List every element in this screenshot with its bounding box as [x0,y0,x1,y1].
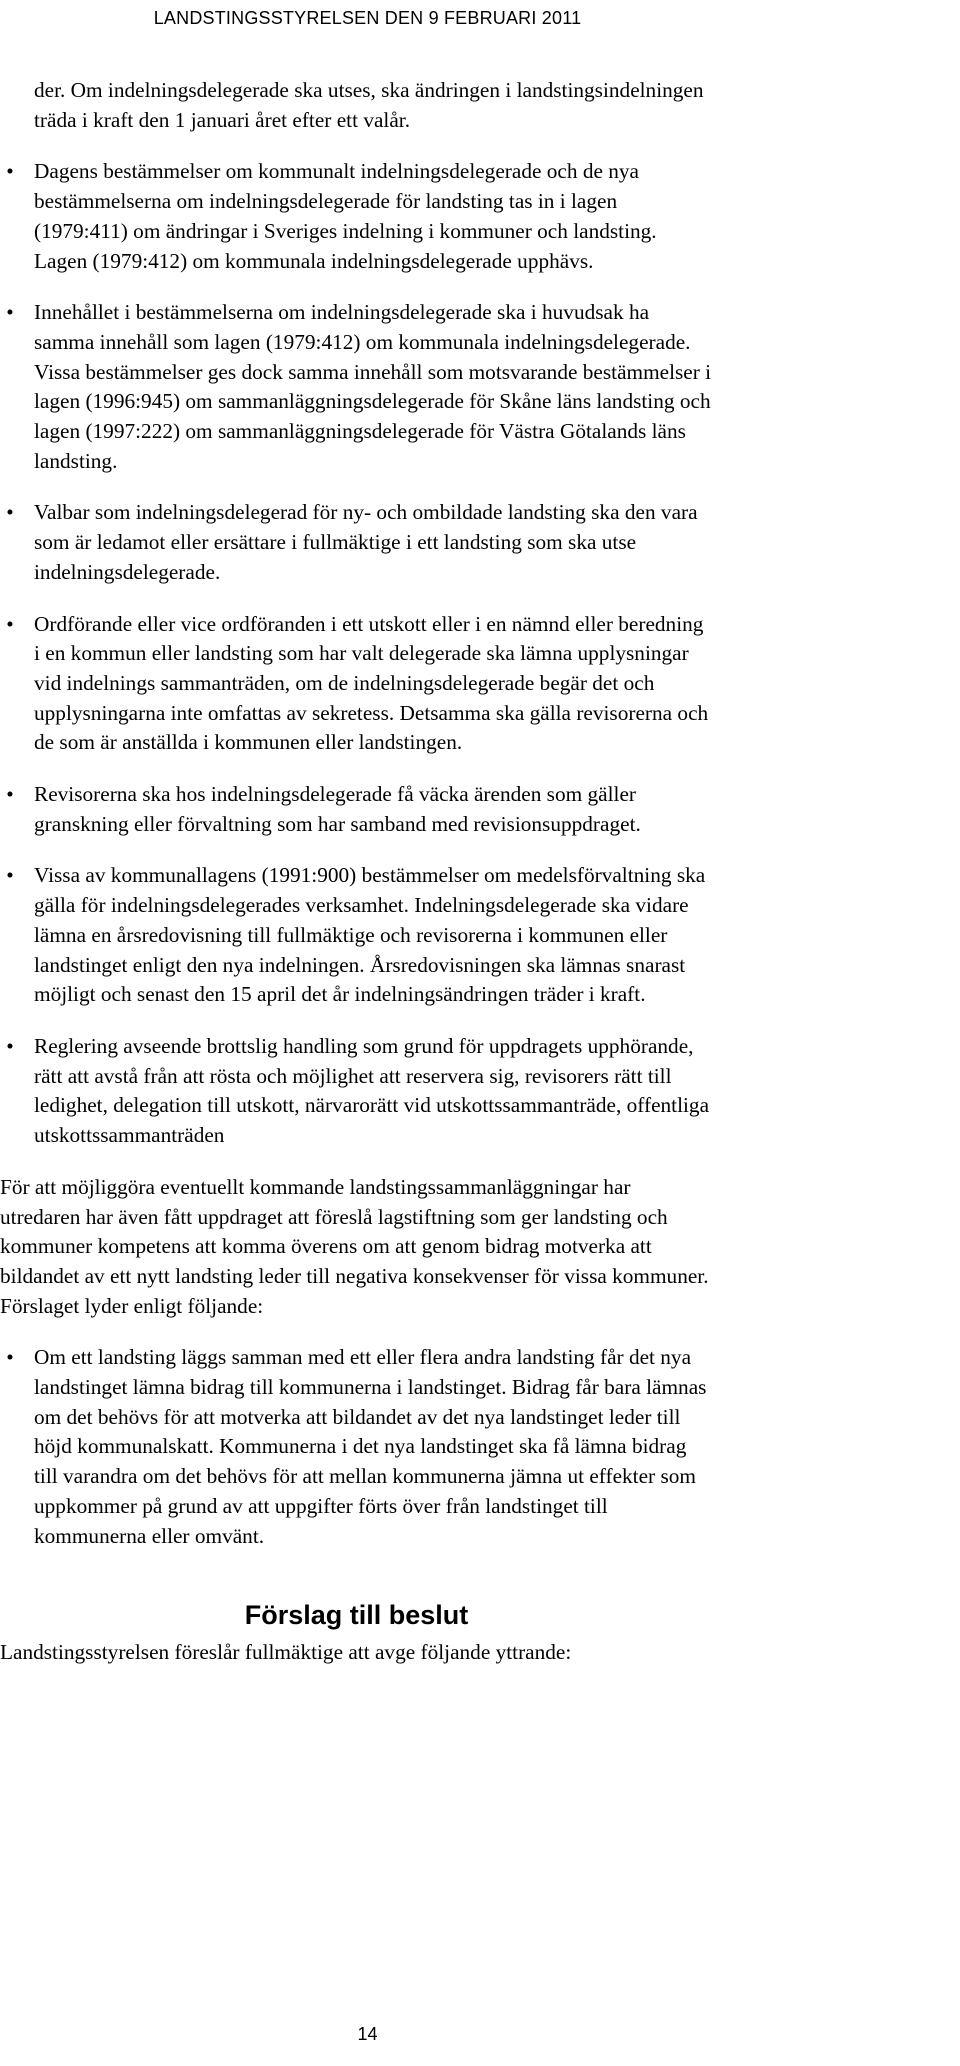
running-header: LANDSTINGSSTYRELSEN DEN 9 FEBRUARI 2011 [153,8,582,28]
body-paragraph: För att möjliggöra eventuellt kommande landstingssammanläggningar har utredaren har även fått uppdraget att föreslå lagstiftning som ger landsting och kommuner kompetens att komma överens om att genom bidrag motverka att bildandet av ett nytt landsting leder till negativa konsekvenser för vissa kommuner. Förslaget lyder enligt följande: [0,1174,709,1318]
bullet-icon: • [6,863,14,888]
bullet-icon: • [6,611,14,636]
list-item [0,1343,713,1551]
list-item [0,298,713,476]
closing-paragraph: Landstingsstyrelsen föreslår fullmäktige att avge följande yttrande: [0,1640,572,1665]
list-item [0,498,713,587]
list-item-text: Valbar som indelningsdelegerad för ny- och ombildade landsting ska den vara som är ledamot eller ersättare i fullmäktige i ett landsting som ska utse indelningsdelegerade. [34,500,698,584]
list-item-text: Om ett landsting läggs samman med ett eller flera andra landsting får det nya landstinget lämna bidrag till kommunerna i landstinget. Bidrag får bara lämnas om det behövs för att motverka att bildandet av det nya landstinget leder till höjd kommunalskatt. Kommunerna i det nya landstinget ska få lämna bidrag till varandra om det behövs för att mellan kommunerna jämna ut effekter som uppkommer på grund av att uppgifter förts över från landstinget till kommunerna eller omvänt. [34,1345,707,1548]
bullet-icon: • [6,159,14,184]
list-item [0,780,713,839]
list-item-text: Vissa av kommunallagens (1991:900) bestämmelser om medelsförvaltning ska gälla för indelningsdelegerades verksamhet. Indelningsdelegerade ska vidare lämna en årsredovisning till fullmäktige och revisorerna i kommunen eller landstinget enligt den nya indelningen. Årsredovisningen ska lämnas snarast möjligt och senast den 15 april det år indelningsändringen träder i kraft. [34,863,706,1007]
bullet-list-changes [0,157,713,1150]
list-item [0,861,713,1010]
list-item [0,610,713,759]
bullet-list-proposal [0,1343,713,1551]
section-heading: Förslag till beslut [244,1600,469,1631]
list-item-text: Revisorerna ska hos indelningsdelegerade få väcka ärenden som gäller granskning eller förvaltning som har samband med revisionsuppdraget. [34,782,641,836]
list-item-text: Dagens bestämmelser om kommunalt indelningsdelegerade och de nya bestämmelserna om indelningsdelegerade för landsting tas in i lagen (1979:411) om ändringar i Sveriges indelning i kommuner och landsting. Lagen (1979:412) om kommunala indelningsdelegerade upphävs. [34,159,657,273]
page-number: 14 [357,2024,378,2044]
list-item [0,1032,713,1151]
list-item-text: Reglering avseende brottslig handling som grund för uppdragets upphörande, rätt att avstå från att rösta och möjlighet att reservera sig, revisorers rätt till ledighet, delegation till utskott, närvarorätt vid utskottssammanträde, offentliga utskottssammanträden [34,1033,710,1148]
document-body [0,76,735,1668]
bullet-icon: • [6,1345,14,1370]
bullet-icon: • [6,1033,14,1058]
list-item-text: Ordförande eller vice ordföranden i ett utskott eller i en nämnd eller beredning i en kommun eller landsting som har valt delegerade ska lämna upplysningar vid indelnings sammanträden, om de indelningsdelegerade begär det och upplysningarna inte omfattas av sekretess. Detsamma ska gälla revisorerna och de som är anställda i kommunen eller landstingen. [34,611,709,755]
bullet-icon: • [6,782,14,807]
list-item-text: Innehållet i bestämmelserna om indelningsdelegerade ska i huvudsak ha samma innehåll som lagen (1979:412) om kommunala indelningsdelegerade. Vissa bestämmelser ges dock samma innehåll som motsvarande bestämmelser i lagen (1996:945) om sammanläggningsdelegerade för Skåne läns landsting och lagen (1997:222) om sammanläggningsdelegerade för Västra Götalands läns landsting. [34,300,712,473]
continuation-paragraph: der. Om indelningsdelegerade ska utses, ska ändringen i landstingsindelningen träda i kraft den 1 januari året efter ett valår. [34,78,704,132]
bullet-icon: • [6,500,14,525]
bullet-icon: • [6,300,14,325]
list-item [0,157,713,276]
